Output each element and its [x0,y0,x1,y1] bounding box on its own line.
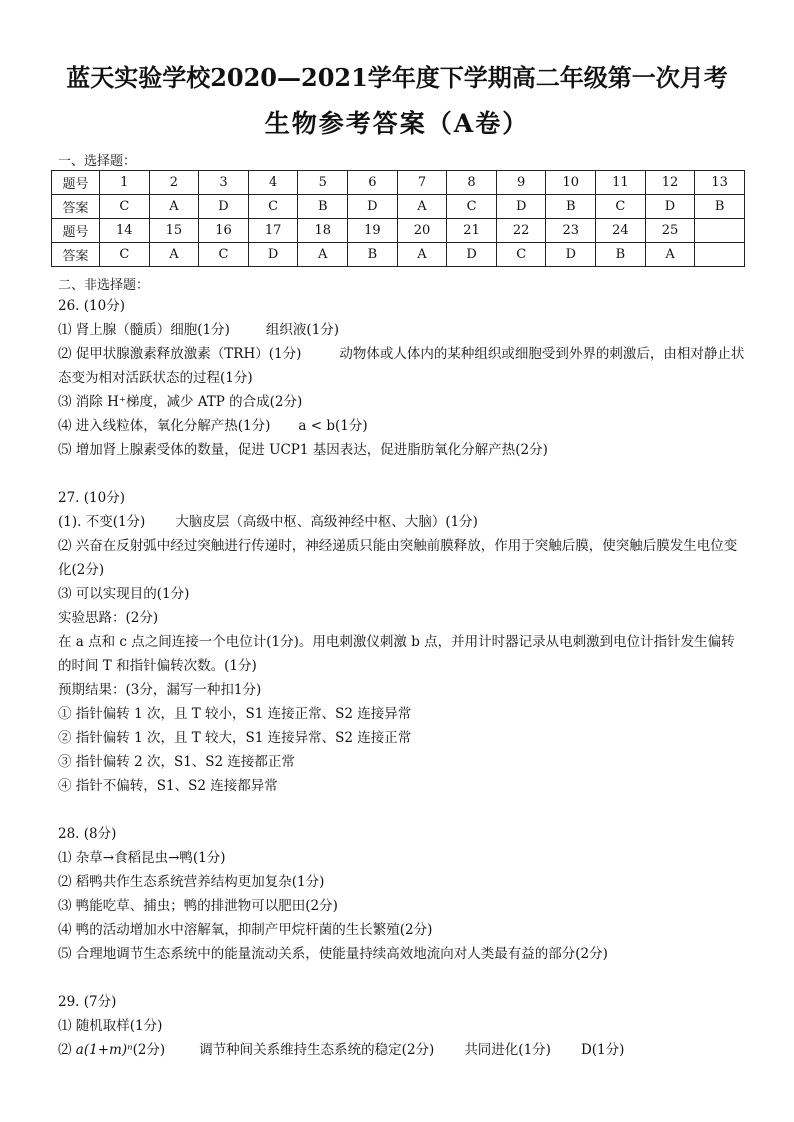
answer-table-cell: 3 [199,171,249,195]
answer-table-cell: 16 [199,219,249,243]
q26-answer-2a: ⑵ 促甲状腺激素释放激素（TRH）(1分) [58,346,302,362]
q27-result-4: ④ 指针不偏转，S1、S2 连接都异常 [58,778,278,794]
q29-heading: 29. (7分) [58,994,117,1010]
answer-table-cell: A [645,243,695,267]
answer-table-cell: C [596,195,646,219]
q29-answer-2c: 共同进化(1分) [464,1042,551,1058]
answer-table-cell: B [596,243,646,267]
answer-table-cell: A [298,243,348,267]
q27-result-2: ② 指针偏转 1 次，且 T 较大，S1 连接异常、S2 连接正常 [58,730,412,746]
answer-table-cell: D [199,195,249,219]
q28-line-1: ⑴ 杂草→食稻昆虫→鸭(1分) [58,850,226,866]
q27-line-1 [58,510,748,534]
answer-table-row [52,219,745,243]
answer-table-cell: 8 [447,171,497,195]
q28-line-5: ⑸ 合理地调节生态系统中的能量流动关系，使能量持续高效地流向对人类最有益的部分(2分) [58,946,608,962]
q29-answer-2a: (2分) [132,1042,166,1058]
answer-table-cell: 10 [546,171,596,195]
answer-table-cell: 13 [695,171,745,195]
q29-formula: a(1+m)ⁿ [75,1042,133,1058]
q27-result-3: ③ 指针偏转 2 次，S1、S2 连接都正常 [58,754,295,770]
answer-table-cell: D [348,195,398,219]
answer-table-cell [695,243,745,267]
q29-line-2 [58,1038,748,1062]
answers-body [58,294,748,1062]
answer-table-cell: C [447,195,497,219]
answer-table-cell: D [248,243,298,267]
answer-table-row-label: 答案 [52,195,100,219]
q26-answer-1a: ⑴ 肾上腺（髓质）细胞(1分) [58,322,230,338]
answer-table-row [52,243,745,267]
q27-experiment-idea-label: 实验思路：(2分) [58,610,159,626]
q28-line-3: ⑶ 鸭能吃草、捕虫；鸭的排泄物可以肥田(2分) [58,898,338,914]
answer-table-cell: 14 [100,219,150,243]
q27-experiment-idea: 在 a 点和 c 点之间连接一个电位计(1分)。用电刺激仪刺激 b 点，并用计时器记录从电刺激到电位计指针发生偏转的时间 T 和指针偏转次数。(1分) [58,634,735,674]
q26-line-3: ⑶ 消除 H⁺梯度，减少 ATP 的合成(2分) [58,394,303,410]
q27-answer-1b: 大脑皮层（高级中枢、高级神经中枢、大脑）(1分) [175,514,478,530]
answer-table-cell: C [496,243,546,267]
answer-table-cell: 7 [397,171,447,195]
answer-table-cell: B [695,195,745,219]
q26-heading: 26. (10分) [58,298,125,314]
answer-table-cell: A [149,243,199,267]
answer-table-cell: 12 [645,171,695,195]
answer-table-cell: A [149,195,199,219]
q27-result-1: ① 指针偏转 1 次，且 T 较小，S1 连接正常、S2 连接异常 [58,706,412,722]
answer-table-cell: 4 [248,171,298,195]
answer-table-cell: B [546,195,596,219]
answer-table-cell: D [496,195,546,219]
answer-table-cell: A [397,243,447,267]
answer-table-cell: 5 [298,171,348,195]
answer-table-cell: 22 [496,219,546,243]
answer-table-row-label: 答案 [52,243,100,267]
answer-table-cell: C [199,243,249,267]
answer-table-cell: C [100,243,150,267]
answer-table-cell: D [645,195,695,219]
answer-table-cell: B [298,195,348,219]
q26-answer-1b: 组织液(1分) [265,322,340,338]
answer-table-cell: 20 [397,219,447,243]
answer-table-cell: 24 [596,219,646,243]
q27-expected-results-label: 预期结果：(3分，漏写一种扣1分) [58,682,262,698]
q26-line-5: ⑸ 增加肾上腺素受体的数量，促进 UCP1 基因表达，促进脂肪氧化分解产热(2分) [58,442,548,458]
q26-line-4 [58,414,748,438]
q26-line-2 [58,342,748,390]
answer-table-cell: D [546,243,596,267]
answer-table-cell [695,219,745,243]
q26-line-1 [58,318,748,342]
answer-table-row-label: 题号 [52,219,100,243]
answer-table-cell: C [100,195,150,219]
q26-answer-4b: a < b(1分) [298,418,368,434]
q29-line-1: ⑴ 随机取样(1分) [58,1018,163,1034]
answer-table-cell: D [447,243,497,267]
q29-answer-2d: D(1分) [580,1042,625,1058]
q26-answer-2b: 动物体或人体内的某种组织或细胞受到外界的刺激后，由相对静止状态变为相对活跃状态的过程(1分) [58,346,745,386]
answer-table-cell: 19 [348,219,398,243]
q27-answer-1a: (1). 不变(1分) [58,514,146,530]
q27-line-3: ⑶ 可以实现目的(1分) [58,586,190,602]
document-subtitle: 生物参考答案（A卷） [264,109,530,138]
answer-table-cell: 6 [348,171,398,195]
section-non-choice-heading: 二、非选择题： [58,278,150,293]
answer-table-row-label: 题号 [52,171,100,195]
answer-table-cell: 11 [596,171,646,195]
answer-table-cell: 17 [248,219,298,243]
answer-table-cell: 23 [546,219,596,243]
q29-line-2-prefix: ⑵ [58,1042,72,1058]
answer-table-cell: 9 [496,171,546,195]
q27-line-2: ⑵ 兴奋在反射弧中经过突触进行传递时，神经递质只能由突触前膜释放，作用于突触后膜，使突触后膜发生电位变化(2分) [58,538,738,578]
answer-table-row [52,195,745,219]
answer-table-cell: 18 [298,219,348,243]
answer-table-cell: C [248,195,298,219]
q29-answer-2b: 调节种间关系维持生态系统的稳定(2分) [199,1042,435,1058]
answer-table-cell: 1 [100,171,150,195]
answer-table-cell: 15 [149,219,199,243]
q27-heading: 27. (10分) [58,490,125,506]
answer-table-cell: A [397,195,447,219]
answer-table-row [52,171,745,195]
q26-answer-4a: ⑷ 进入线粒体，氧化分解产热(1分) [58,418,271,434]
answer-table-cell: B [348,243,398,267]
answer-table-cell: 2 [149,171,199,195]
document-title: 蓝天实验学校2020—2021学年度下学期高二年级第一次月考 [66,63,728,92]
q28-heading: 28. (8分) [58,826,117,842]
q28-line-4: ⑷ 鸭的活动增加水中溶解氧，抑制产甲烷杆菌的生长繁殖(2分) [58,922,433,938]
answer-table [51,170,745,267]
section-multiple-choice-heading: 一、选择题： [58,154,137,169]
answer-table-cell: 21 [447,219,497,243]
answer-table-cell: 25 [645,219,695,243]
q28-line-2: ⑵ 稻鸭共作生态系统营养结构更加复杂(1分) [58,874,325,890]
